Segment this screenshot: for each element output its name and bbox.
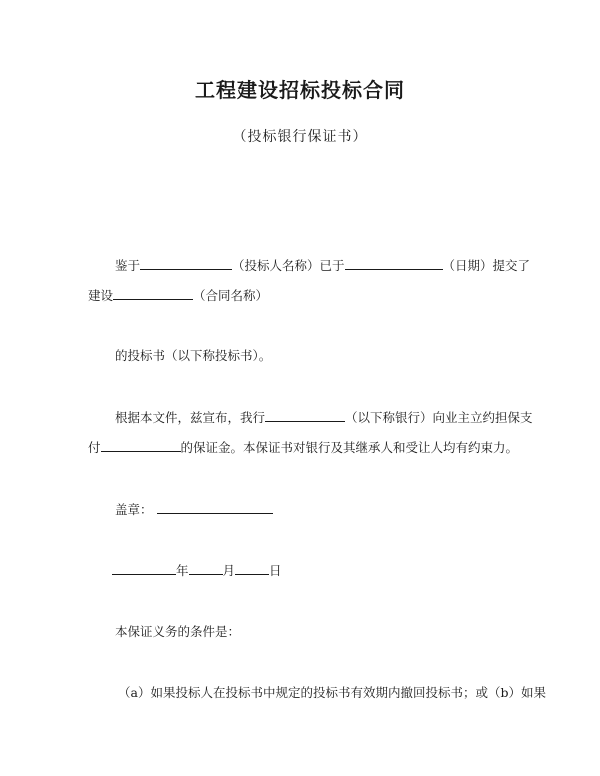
conditions-heading: 本保证义务的条件是： <box>115 624 241 639</box>
recital-prefix: 鉴于 <box>115 258 141 273</box>
bidder-name-label: （投标人名称）已于 <box>232 258 345 273</box>
bidder-name-blank[interactable] <box>140 256 232 270</box>
submission-date-blank[interactable] <box>345 256 443 270</box>
day-label: 日 <box>269 563 282 578</box>
contract-name-blank[interactable] <box>113 286 193 300</box>
paragraph-recital-2 <box>88 286 268 305</box>
payment-prefix: 付 <box>88 440 101 455</box>
seal-label: 盖章： <box>115 502 153 517</box>
paragraph-declaration-2 <box>88 438 518 457</box>
construction-prefix: 建设 <box>88 288 114 303</box>
paragraph-recital-1 <box>115 256 530 275</box>
seal-line <box>115 500 273 519</box>
document-title: 工程建设招标投标合同 <box>195 78 405 102</box>
bank-name-blank[interactable] <box>265 408 345 422</box>
guarantee-amount-blank[interactable] <box>101 438 181 452</box>
day-blank[interactable] <box>235 561 269 575</box>
year-label: 年 <box>176 563 189 578</box>
declaration-suffix: （以下称银行）向业主立约担保支 <box>345 410 533 425</box>
condition-a: （a）如果投标人在投标书中规定的投标书有效期内撤回投标书；或（b）如果 <box>118 685 546 700</box>
date-line <box>112 561 282 580</box>
contract-name-label: （合同名称） <box>193 288 269 303</box>
month-label: 月 <box>222 563 236 578</box>
paragraph-declaration-1 <box>115 408 533 427</box>
payment-suffix: 的保证金。本保证书对银行及其继承人和受让人均有约束力。 <box>180 440 519 455</box>
month-blank[interactable] <box>189 561 223 575</box>
submission-date-label: （日期）提交了 <box>442 258 531 273</box>
year-blank[interactable] <box>112 561 176 575</box>
paragraph-recital-3: 的投标书（以下称投标书）。 <box>115 348 272 363</box>
declaration-prefix: 根据本文件，兹宣布，我行 <box>115 410 266 425</box>
seal-blank[interactable] <box>157 500 273 514</box>
document-subtitle: （投标银行保证书） <box>232 129 368 145</box>
